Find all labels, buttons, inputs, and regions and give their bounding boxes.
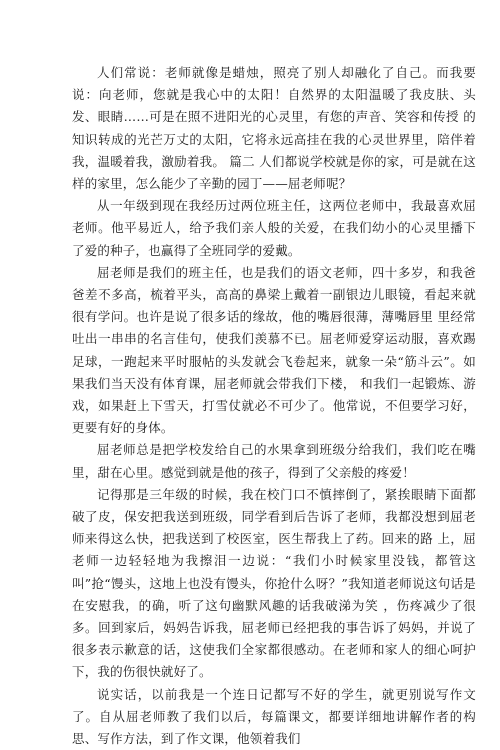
paragraph-3: 屈老师是我们的班主任，也是我们的语文老师，四十多岁，和我爸爸差不多高，梳着平头，高高的鼻梁上戴着一副银边儿眼镜，看起来就很有学问。也许是说了很多话的缘故，他的嘴唇很薄，薄嘴唇里 里经常吐出一串串的名言佳句，使我们羡慕不已。屈老师爱穿运动服，喜欢踢足球，一跑起来平时服帖的头发就会飞卷起来，就象一朵“筋斗云”。如果我们当天没有体育课，屈老师就会带我们下楼， 和我们一起锻炼、游戏，如果赶上下雪天，打雪仗就必不可少了。他常说，不但要学习好，更要有好的身体。 <box>72 264 476 436</box>
paragraph-4: 屈老师总是把学校发给自己的水果拿到班级分给我们，我们吃在嘴里，甜在心里。感觉到就是他的孩子，得到了父亲般的疼爱！ <box>72 442 476 480</box>
paragraph-6: 说实话，以前我是一个连日记都写不好的学生，就更别说写作文了。自从屈老师教了我们以后，每篇课文，都要详细地讲解作者的构思、写作方法，到了作文课，他领着我们 <box>72 686 476 747</box>
paragraph-2: 从一年级到现在我经历过两位班主任，这两位老师中，我最喜欢屈老师。他平易近人，给予我们亲人般的关爱，在我们幼小的心灵里播下了爱的种子，也赢得了全班同学的爱戴。 <box>72 198 476 258</box>
paragraph-5: 记得那是三年级的时候，我在校门口不慎摔倒了，紧挨眼睛下面都破了皮，保安把我送到班级，同学看到后告诉了老师，我都没想到屈老师来得这么快，把我送到了校医室，医生帮我上了药。回来的路 上，屈老师一边轻轻地为我擦泪一边说：“我们小时候家里没钱，都管这叫”抢“馒头，这地上也没有馒头，你抢什么呀？”我知道老师说这句话是在安慰我，的确，听了这句幽默风趣的话我破涕为笑 ，伤疼减少了很多。回到家后，妈妈告诉我，屈老师已经把我的事告诉了妈妈，并说了很多表示歉意的话，这使我们全家都很感动。在老师和家人的细心呵护下，我的伤很快就好了。 <box>72 486 476 680</box>
paragraph-1: 人们常说：老师就像是蜡烛，照亮了别人却融化了自己。而我要说：向老师，您就是我心中的太阳！自然界的太阳温暖了我皮肤、头发、眼睛……可是在照不进阳光的心灵里，有您的声音、笑容和传授 的知识转成的光芒万丈的太阳，它将永远高挂在我的心灵世界里，陪伴着我，温暖着我，激励着我。 篇二 人们都说学校就是你的家，可是就在这样的家里，怎么能少了辛勤的园丁——屈老师呢？ <box>72 65 476 192</box>
